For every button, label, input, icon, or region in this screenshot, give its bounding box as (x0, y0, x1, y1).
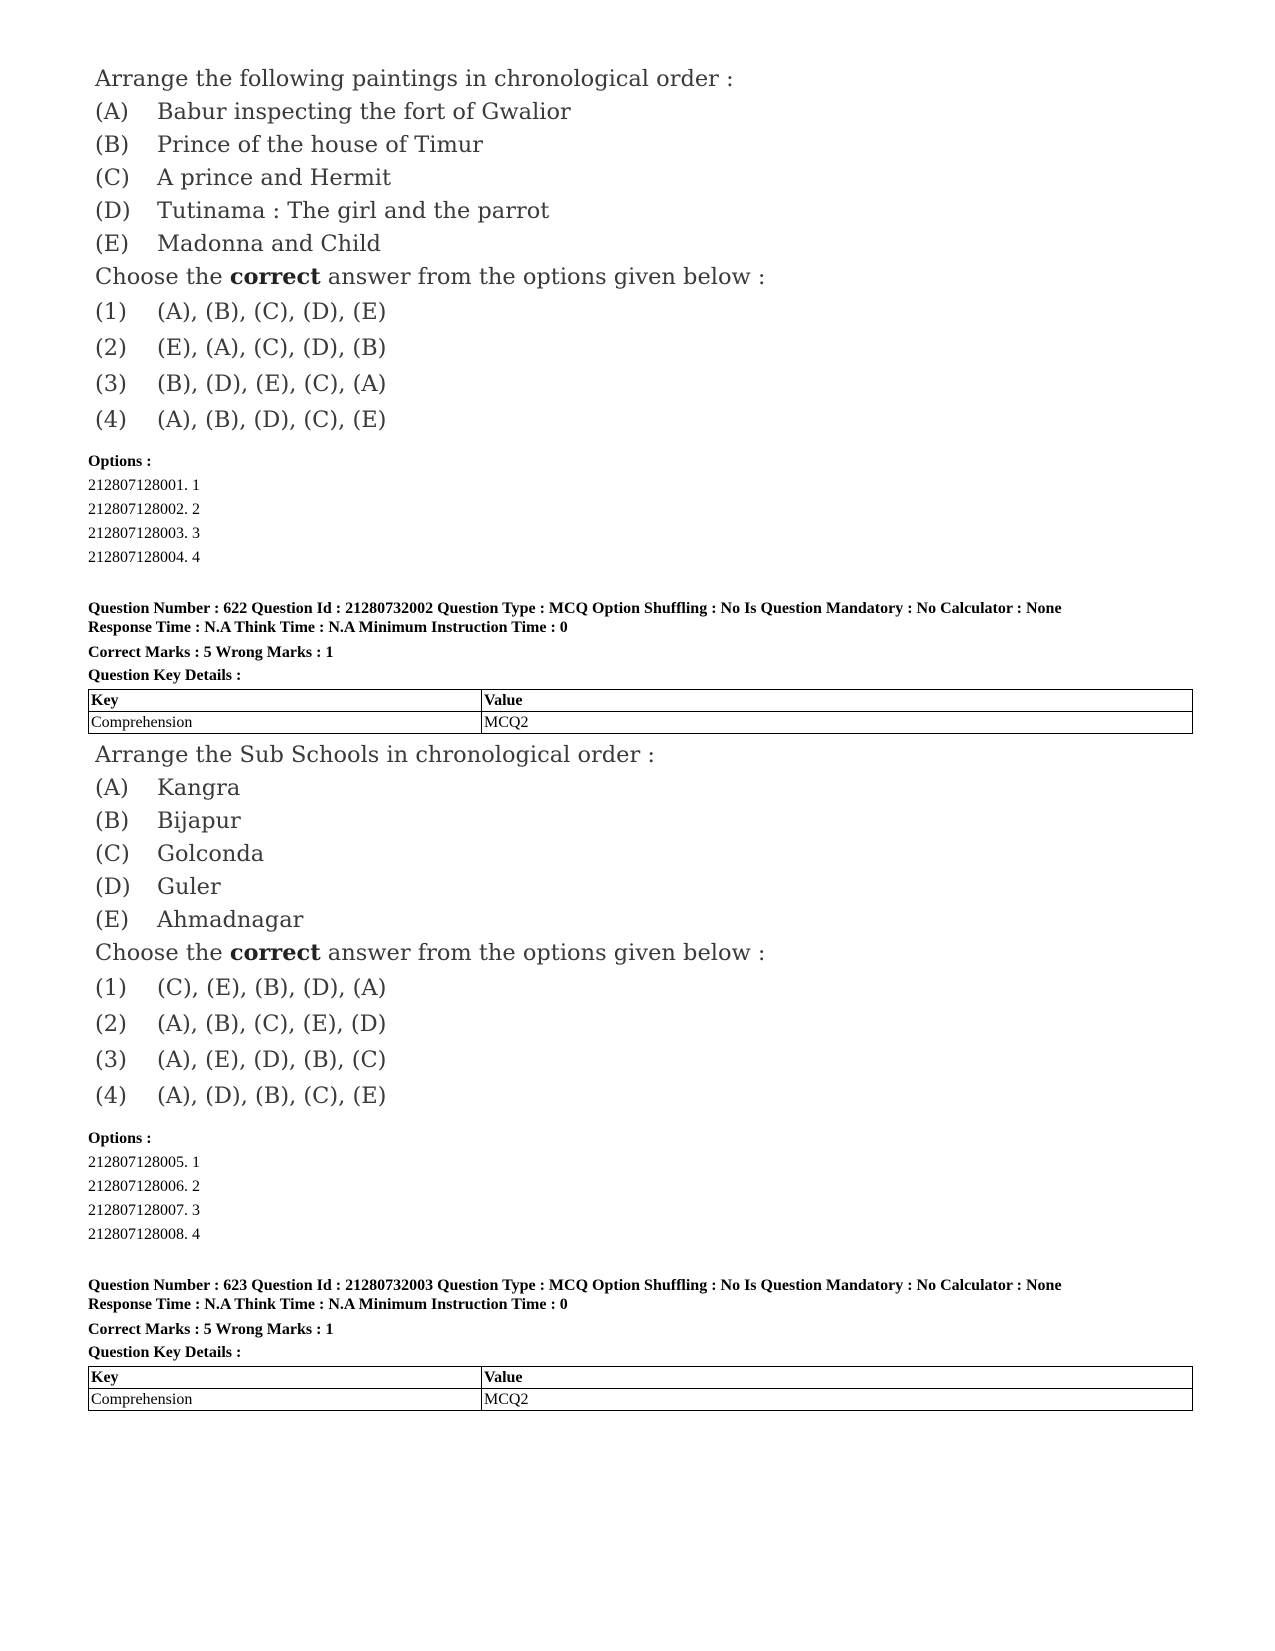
answer-choice: (2) (A), (B), (C), (E), (D) (95, 1011, 387, 1037)
question-item: (C) A prince and Hermit (95, 165, 392, 191)
question-item: (D) Tutinama : The girl and the parrot (95, 198, 550, 224)
question-stem: Arrange the following paintings in chronological order : (95, 66, 734, 92)
table-header-key: Key (89, 1367, 482, 1389)
question-item: (C) Golconda (95, 841, 265, 867)
question-item: (E) Ahmadnagar (95, 907, 304, 933)
key-details-table (88, 1366, 1193, 1411)
option-id: 212807128007. 3 (88, 1202, 200, 1219)
question-image-621 (95, 63, 795, 438)
key-details-heading: Question Key Details : (88, 1344, 242, 1361)
option-id: 212807128001. 1 (88, 477, 200, 494)
table-header-value: Value (482, 1367, 1193, 1389)
question-item: (B) Bijapur (95, 808, 241, 834)
answer-choice: (3) (A), (E), (D), (B), (C) (95, 1047, 387, 1073)
answer-choice: (1) (A), (B), (C), (D), (E) (95, 299, 387, 325)
marks-line: Correct Marks : 5 Wrong Marks : 1 (88, 1321, 334, 1338)
answer-choice: (3) (B), (D), (E), (C), (A) (95, 371, 387, 397)
marks-line: Correct Marks : 5 Wrong Marks : 1 (88, 644, 334, 661)
question-image-622 (95, 739, 795, 1114)
option-id: 212807128008. 4 (88, 1226, 200, 1243)
answer-choice: (4) (A), (B), (D), (C), (E) (95, 407, 387, 433)
table-row (89, 1389, 1193, 1411)
options-block-621 (88, 450, 200, 570)
option-id: 212807128004. 4 (88, 549, 200, 566)
table-cell-key: Comprehension (89, 712, 482, 734)
table-header-row (89, 1367, 1193, 1389)
key-details-table (88, 689, 1193, 734)
question-item: (B) Prince of the house of Timur (95, 132, 484, 158)
option-id: 212807128002. 2 (88, 501, 200, 518)
option-id: 212807128005. 1 (88, 1154, 200, 1171)
table-header-value: Value (482, 690, 1193, 712)
key-details-heading: Question Key Details : (88, 667, 242, 684)
table-row (89, 712, 1193, 734)
table-header-row (89, 690, 1193, 712)
options-heading: Options : (88, 453, 152, 470)
question-meta-623: Question Number : 623 Question Id : 21280732003 Question Type : MCQ Option Shuffling : No Is Question Mandatory : No Calculator : None Response Time : N.A Think Time : N.A Minimum Instruction Time : 0 (88, 1277, 1062, 1313)
table-cell-value: MCQ2 (482, 1389, 1193, 1411)
table-cell-key: Comprehension (89, 1389, 482, 1411)
question-item: (D) Guler (95, 874, 221, 900)
question-item: (E) Madonna and Child (95, 231, 381, 257)
option-id: 212807128003. 3 (88, 525, 200, 542)
answer-choice: (1) (C), (E), (B), (D), (A) (95, 975, 387, 1001)
table-cell-value: MCQ2 (482, 712, 1193, 734)
answer-choice: (4) (A), (D), (B), (C), (E) (95, 1083, 387, 1109)
choose-instruction: Choose the correct answer from the options given below : (95, 940, 766, 966)
question-item: (A) Babur inspecting the fort of Gwalior (95, 99, 571, 125)
question-meta-622: Question Number : 622 Question Id : 21280732002 Question Type : MCQ Option Shuffling : No Is Question Mandatory : No Calculator : None Response Time : N.A Think Time : N.A Minimum Instruction Time : 0 (88, 600, 1062, 636)
option-id: 212807128006. 2 (88, 1178, 200, 1195)
answer-choice: (2) (E), (A), (C), (D), (B) (95, 335, 387, 361)
choose-instruction: Choose the correct answer from the options given below : (95, 264, 766, 290)
table-header-key: Key (89, 690, 482, 712)
question-item: (A) Kangra (95, 775, 241, 801)
options-heading: Options : (88, 1130, 152, 1147)
options-block-622 (88, 1127, 200, 1247)
question-stem: Arrange the Sub Schools in chronological order : (95, 742, 655, 768)
